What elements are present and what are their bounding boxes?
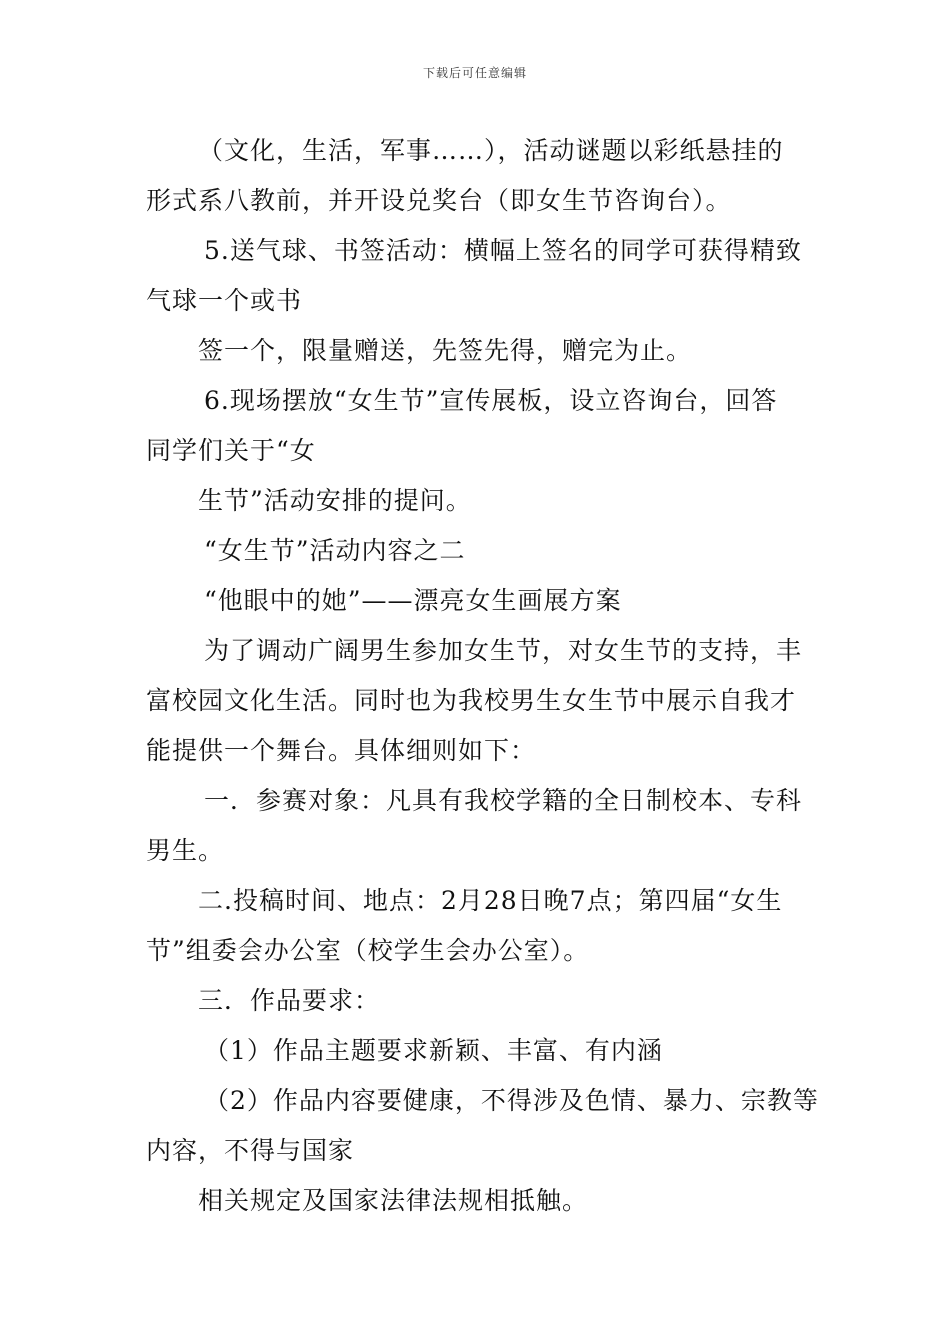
paragraph-line: 形式系八教前，并开设兑奖台（即女生节咨询台）。 — [146, 186, 732, 215]
paragraph-line: 为了调动广阔男生参加女生节，对女生节的支持，丰 — [204, 636, 803, 665]
paragraph-line: 二.投稿时间、地点：2月28日晚7点；第四届“女生 — [198, 886, 783, 915]
paragraph-line: 男生。 — [146, 836, 225, 865]
page-header: 下载后可任意编辑 — [422, 66, 527, 80]
section-subheading: “他眼中的她”——漂亮女生画展方案 — [204, 586, 622, 615]
paragraph-line: 签一个，限量赠送，先签先得，赠完为止。 — [198, 336, 693, 365]
paragraph-line: 能提供一个舞台。具体细则如下： — [146, 736, 537, 765]
paragraph-line: 5.送气球、书签活动：横幅上签名的同学可获得精致 — [204, 236, 802, 265]
paragraph-line: 生节”活动安排的提问。 — [198, 486, 472, 515]
paragraph-line: 三．作品要求： — [198, 986, 381, 1015]
paragraph-line: 6.现场摆放“女生节”宣传展板，设立咨询台，回答 — [204, 386, 778, 415]
paragraph-line: （2）作品内容要健康，不得涉及色情、暴力、宗教等 — [204, 1086, 819, 1115]
paragraph-line: （文化，生活，军事……），活动谜题以彩纸悬挂的 — [198, 136, 784, 165]
paragraph-line: 同学们关于“女 — [146, 436, 316, 465]
paragraph-line: 一．参赛对象：凡具有我校学籍的全日制校本、专科 — [204, 786, 803, 815]
paragraph-line: 富校园文化生活。同时也为我校男生女生节中展示自我才 — [146, 686, 797, 715]
paragraph-line: 相关规定及国家法律法规相抵触。 — [198, 1186, 589, 1215]
paragraph-line: 内容，不得与国家 — [146, 1136, 355, 1165]
section-heading: “女生节”活动内容之二 — [204, 536, 466, 565]
paragraph-line: 节”组委会办公室（校学生会办公室）。 — [146, 936, 590, 965]
paragraph-line: （1）作品主题要求新颖、丰富、有内涵 — [204, 1036, 663, 1065]
paragraph-line: 气球一个或书 — [146, 286, 303, 315]
